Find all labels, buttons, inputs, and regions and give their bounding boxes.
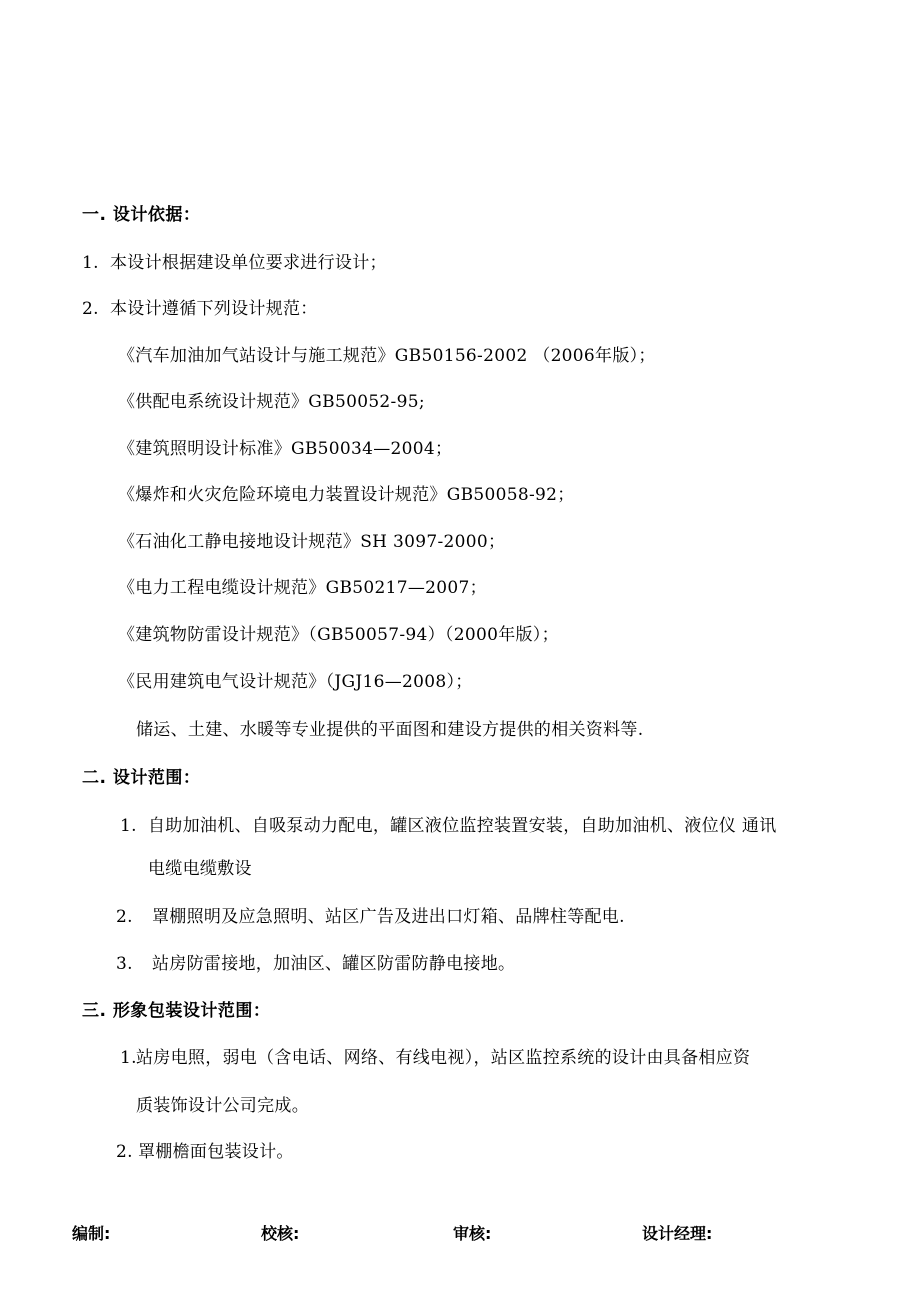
footer-checked-label: 校核: (261, 1224, 300, 1243)
item-number: 1. (82, 253, 99, 273)
standard-item: 《建筑照明设计标准》GB50034—2004； (118, 439, 453, 459)
item-text: 罩棚檐面包装设计。 (138, 1142, 294, 1162)
item-number: 1. (120, 816, 137, 836)
section-3-item-2 (116, 1140, 294, 1164)
reference-note: 储运、土建、水暖等专业提供的平面图和建设方提供的相关资料等. (136, 720, 644, 740)
section-2-item-1-continuation: 电缆电缆敷设 (148, 859, 252, 879)
footer-manager-label: 设计经理: (642, 1224, 713, 1243)
item-number: 3. (116, 954, 133, 974)
item-text: 自助加油机、自吸泵动力配电，罐区液位监控装置安装，自助加油机、液位仪 通讯 (148, 816, 777, 836)
section-3-item-1 (120, 1046, 750, 1070)
section-1-heading: 一. 设计依据： (82, 205, 201, 225)
standard-item: 《汽车加油加气站设计与施工规范》GB50156-2002 （2006年版）； (118, 346, 656, 366)
standard-item: 《供配电系统设计规范》GB50052-95; (118, 392, 425, 412)
footer-reviewed-label: 审核: (453, 1224, 492, 1243)
item-text: 站房电照，弱电（含电话、网络、有线电视），站区监控系统的设计由具备相应资 (136, 1048, 751, 1068)
standard-item: 《石油化工静电接地设计规范》SH 3097-2000； (118, 532, 506, 552)
item-text: 本设计根据建设单位要求进行设计； (110, 253, 387, 273)
standard-item: 《建筑物防雷设计规范》（GB50057-94）（2000年版）； (118, 625, 559, 645)
section-1-item-2 (82, 297, 318, 321)
section-2-item-1 (120, 814, 777, 838)
section-3-heading: 三. 形象包装设计范围： (82, 1001, 271, 1021)
item-number: 2. (82, 299, 99, 319)
section-2-heading: 二. 设计范围： (82, 768, 201, 788)
section-2-item-3 (116, 952, 515, 976)
section-2-item-2 (116, 905, 625, 929)
standard-item: 《爆炸和火灾危险环境电力装置设计规范》GB50058-92； (118, 485, 575, 505)
item-text: 罩棚照明及应急照明、站区广告及进出口灯箱、品牌柱等配电. (152, 907, 625, 927)
standard-item: 《电力工程电缆设计规范》GB50217—2007； (118, 578, 487, 598)
item-number: 2. (116, 907, 133, 927)
section-3-item-1-continuation: 质装饰设计公司完成。 (136, 1096, 309, 1116)
standard-item: 《民用建筑电气设计规范》（JGJ16—2008）； (118, 672, 473, 692)
item-text: 本设计遵循下列设计规范： (110, 299, 318, 319)
item-number: 2. (116, 1142, 133, 1162)
item-text: 站房防雷接地，加油区、罐区防雷防静电接地。 (152, 954, 516, 974)
item-number: 1. (120, 1048, 137, 1068)
section-1-item-1 (82, 251, 387, 275)
footer-compiled-label: 编制: (72, 1224, 111, 1243)
